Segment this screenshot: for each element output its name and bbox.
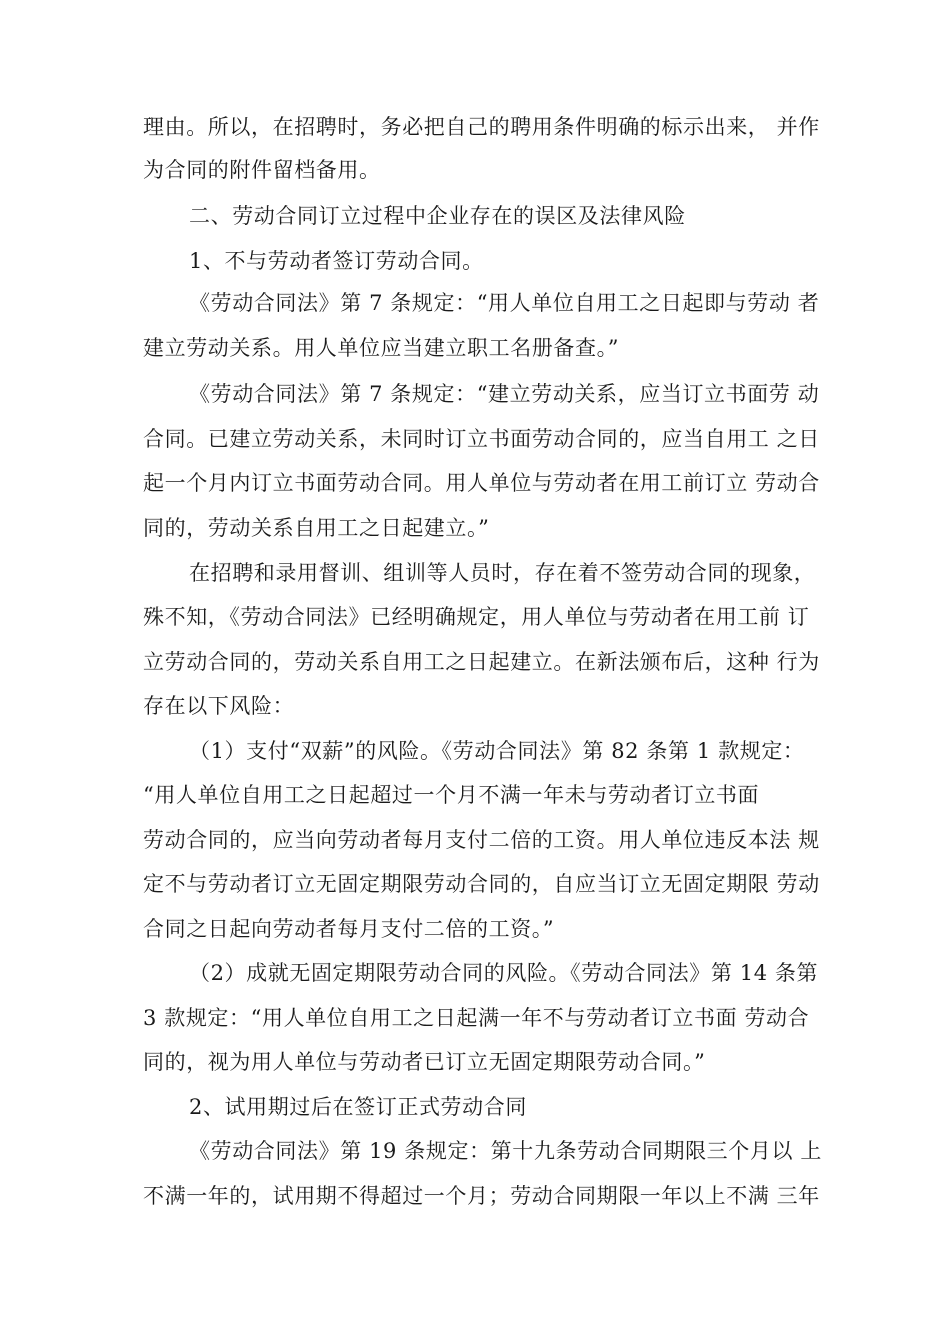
text-line: 同的，视为用人单位与劳动者已订立无固定期限劳动合同。” <box>143 1050 706 1074</box>
text-line: 《劳动合同法》第 7 条规定：“用人单位自用工之日起即与劳动 者 <box>189 291 820 315</box>
subsection-heading: 1、不与劳动者签订劳动合同。 <box>189 249 484 273</box>
text-line: 合同。已建立劳动关系，未同时订立书面劳动合同的，应当自用工 之日 <box>143 427 820 451</box>
text-line: 存在以下风险： <box>143 694 295 718</box>
text-line: 理由。所以，在招聘时，务必把自己的聘用条件明确的标示出来， 并作 <box>143 115 820 139</box>
text-line: “用人单位自用工之日起超过一个月不满一年未与劳动者订立书面 <box>143 783 760 807</box>
text-line: 殊不知，《劳动合同法》已经明确规定，用人单位与劳动者在用工前 订 <box>143 605 810 629</box>
text-line: 同的，劳动关系自用工之日起建立。” <box>143 516 490 540</box>
text-line: （1）支付“双薪”的风险。《劳动合同法》第 82 条第 1 款规定： <box>189 739 805 763</box>
text-line: 不满一年的，试用期不得超过一个月；劳动合同期限一年以上不满 三年 <box>143 1184 820 1208</box>
text-line: （2）成就无固定期限劳动合同的风险。《劳动合同法》第 14 条第 <box>189 961 819 985</box>
section-heading: 二、劳动合同订立过程中企业存在的误区及法律风险 <box>189 204 686 228</box>
text-line: 《劳动合同法》第 7 条规定：“建立劳动关系，应当订立书面劳 动 <box>189 382 820 406</box>
text-line: 合同之日起向劳动者每月支付二倍的工资。” <box>143 917 555 941</box>
text-line: 立劳动合同的，劳动关系自用工之日起建立。在新法颁布后，这种 行为 <box>143 650 820 674</box>
subsection-heading: 2、试用期过后在签订正式劳动合同 <box>189 1095 527 1119</box>
text-line: 在招聘和录用督训、组训等人员时，存在着不签劳动合同的现象， <box>189 561 816 585</box>
text-line: 起一个月内订立书面劳动合同。用人单位与劳动者在用工前订立 劳动合 <box>143 471 820 495</box>
text-line: 3 款规定：“用人单位自用工之日起满一年不与劳动者订立书面 劳动合 <box>143 1006 810 1030</box>
text-line: 为合同的附件留档备用。 <box>143 158 381 182</box>
text-line: 定不与劳动者订立无固定期限劳动合同的，自应当订立无固定期限 劳动 <box>143 872 820 896</box>
text-line: 建立劳动关系。用人单位应当建立职工名册备查。” <box>143 336 620 360</box>
text-line: 《劳动合同法》第 19 条规定：第十九条劳动合同期限三个月以 上 <box>189 1139 822 1163</box>
text-line: 劳动合同的，应当向劳动者每月支付二倍的工资。用人单位违反本法 规 <box>143 828 820 852</box>
